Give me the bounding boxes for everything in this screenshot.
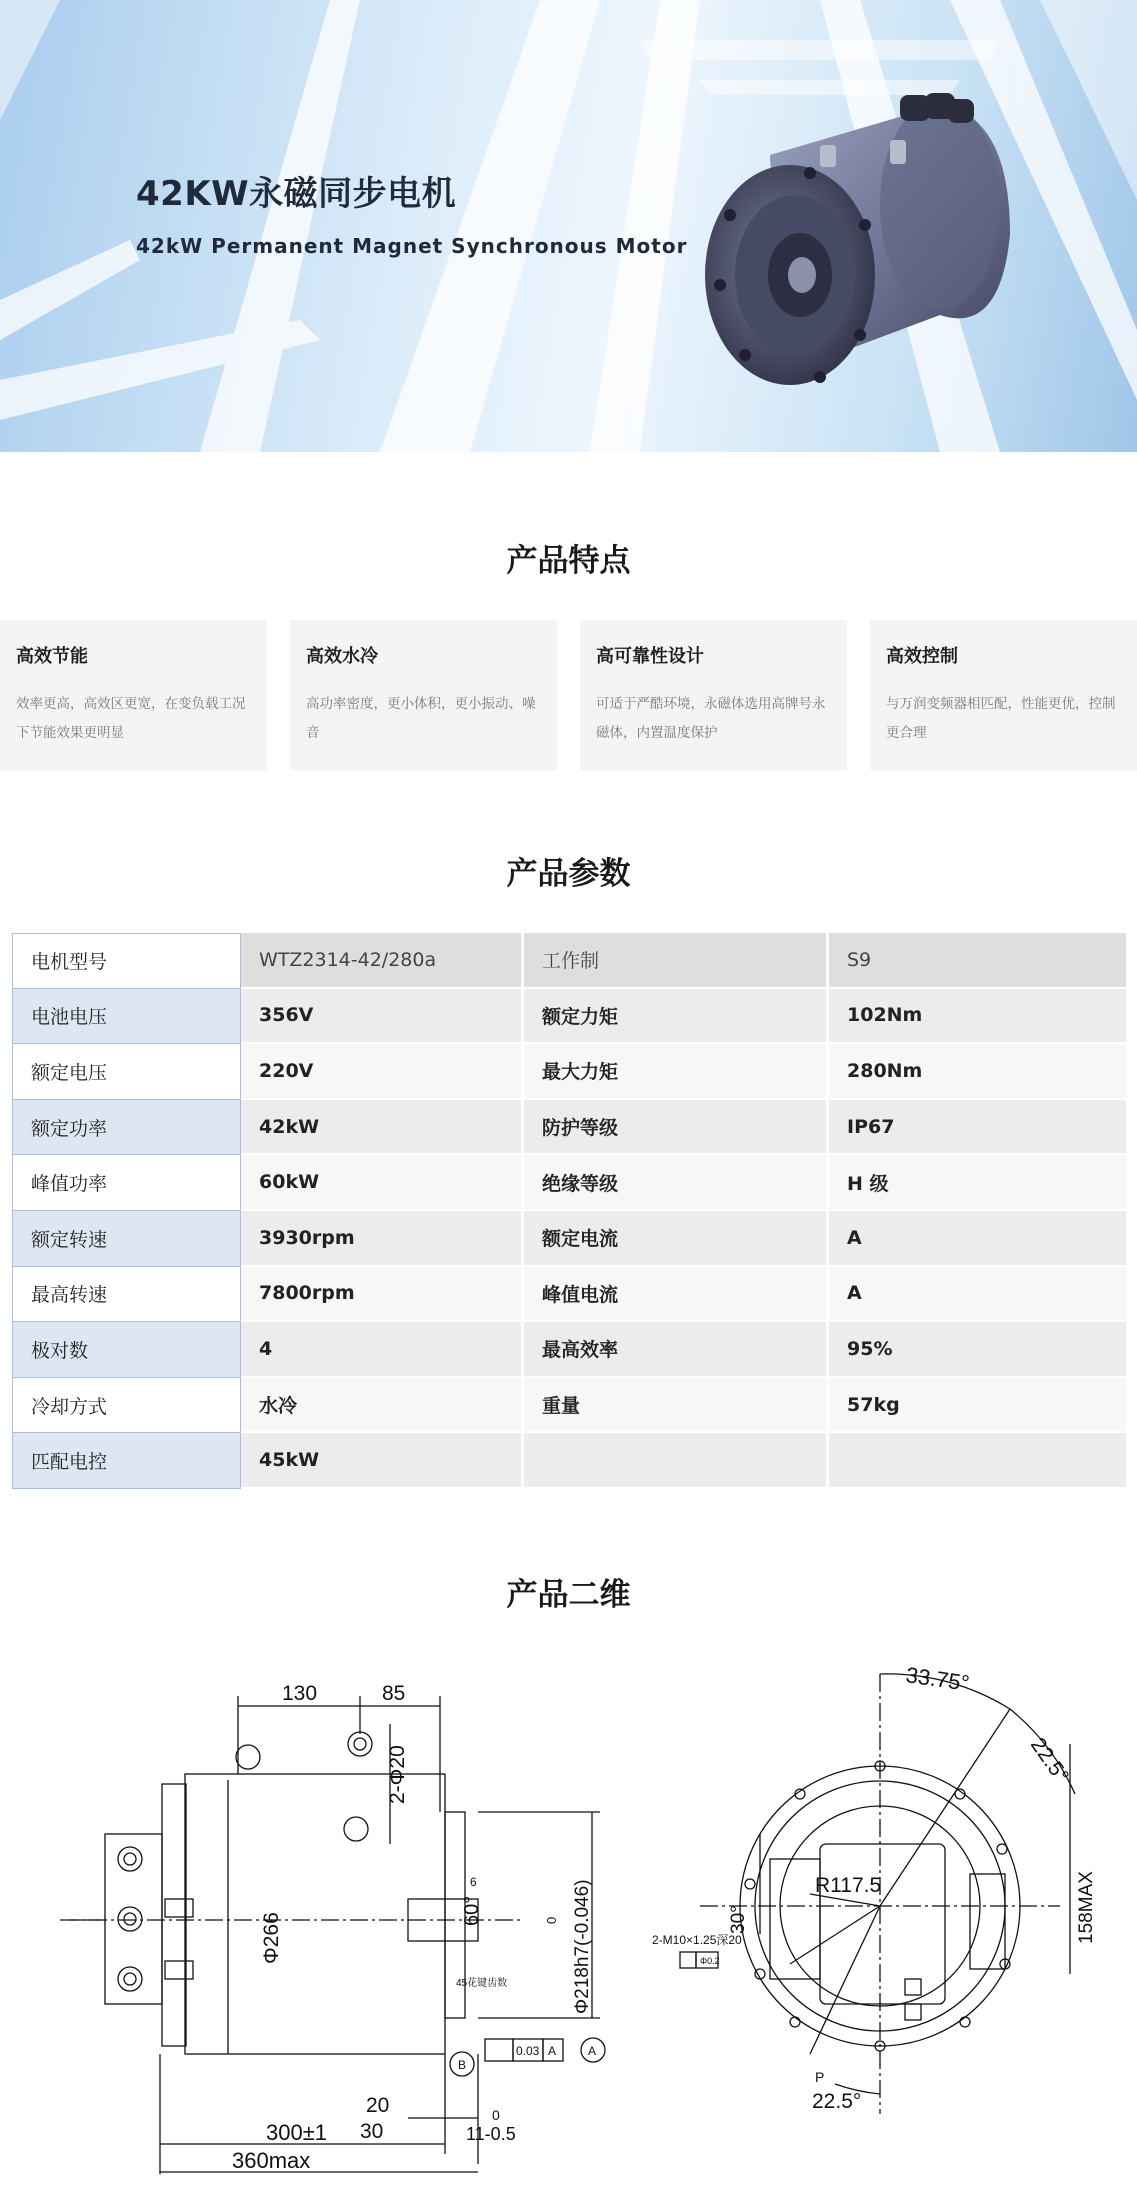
- feature-desc: 与万润变频器相匹配，性能更优，控制更合理: [886, 696, 1116, 741]
- dim-phi218-zero: 0: [544, 1916, 559, 1924]
- feature-card: [0, 620, 267, 770]
- param-value: 102Nm: [829, 989, 1129, 1045]
- dim-130: 130: [282, 1681, 318, 1705]
- features-section-title: 产品特点: [506, 543, 631, 579]
- param-label: 额定转速: [12, 1211, 241, 1267]
- table-row: [12, 1044, 1129, 1100]
- dim-p: P: [815, 2068, 825, 2085]
- dim-85: 85: [382, 1681, 406, 1705]
- feature-title: 高效控制: [886, 646, 958, 667]
- table-row: [12, 1322, 1129, 1378]
- param-label: 额定功率: [12, 1100, 241, 1156]
- banner-title: 42KW永磁同步电机: [136, 174, 457, 214]
- param-label: 最大力矩: [524, 1044, 829, 1100]
- params-section-title: 产品参数: [506, 856, 631, 892]
- param-value: 4: [241, 1322, 524, 1378]
- param-value: 水冷: [241, 1378, 524, 1434]
- dim-2phi20: 2-Φ20: [386, 1745, 409, 1804]
- dim-11-zero: 0: [492, 2106, 500, 2123]
- params-table: [12, 933, 1129, 1489]
- features-list: [0, 620, 1137, 770]
- drawing-section-title: 产品二维: [506, 1576, 631, 1613]
- dim-360max: 360max: [232, 2147, 311, 2173]
- table-row: [12, 989, 1129, 1045]
- param-value: 3930rpm: [241, 1211, 524, 1267]
- table-row: [12, 933, 1129, 989]
- param-value: 280Nm: [829, 1044, 1129, 1100]
- dim-phi0-2: Φ0.2: [700, 1955, 720, 1966]
- table-row: [12, 1211, 1129, 1267]
- dim-r117-5: R117.5: [815, 1873, 882, 1897]
- spline-note: 45花键齿数: [456, 1977, 508, 1989]
- param-label: 电池电压: [12, 989, 241, 1045]
- param-value: 7800rpm: [241, 1267, 524, 1323]
- param-label: 防护等级: [524, 1100, 829, 1156]
- param-label: 冷却方式: [12, 1378, 241, 1434]
- param-value: 356V: [241, 989, 524, 1045]
- param-value: [829, 1433, 1129, 1489]
- dim-20: 20: [366, 2093, 390, 2117]
- param-label: 匹配电控: [12, 1433, 241, 1489]
- table-row: [12, 1433, 1129, 1489]
- technical-drawing: [0, 1634, 1137, 2194]
- dim-158max: 158MAX: [1076, 1871, 1097, 1944]
- param-value: IP67: [829, 1100, 1129, 1156]
- param-label: 极对数: [12, 1322, 241, 1378]
- feature-title: 高效水冷: [306, 646, 378, 667]
- banner-subtitle: 42kW Permanent Magnet Synchronous Motor: [136, 234, 688, 258]
- dim-60deg: 60°: [461, 1895, 483, 1926]
- dim-22-5-top: 22.5°: [1025, 1733, 1074, 1788]
- table-row: [12, 1378, 1129, 1434]
- table-row: [12, 1155, 1129, 1211]
- dim-30: 30: [360, 2119, 384, 2143]
- param-value: WTZ2314-42/280a: [241, 933, 524, 989]
- param-label: 额定力矩: [524, 989, 829, 1045]
- feature-card: [290, 620, 557, 770]
- feature-desc: 可适于严酷环境，永磁体选用高牌号永磁体，内置温度保护: [596, 696, 826, 741]
- param-label: 最高效率: [524, 1322, 829, 1378]
- param-value: 42kW: [241, 1100, 524, 1156]
- param-label: [524, 1433, 829, 1489]
- param-value: 57kg: [829, 1378, 1129, 1434]
- dim-phi266: Φ266: [260, 1912, 283, 1964]
- feature-card: [870, 620, 1137, 770]
- feature-desc: 效率更高，高效区更宽，在变负载工况下节能效果更明显: [16, 696, 246, 741]
- dim-30deg: 30°: [728, 1905, 749, 1934]
- param-label: 额定电压: [12, 1044, 241, 1100]
- table-row: [12, 1267, 1129, 1323]
- tolerance-datum: A: [548, 2043, 557, 2058]
- param-value: 95%: [829, 1322, 1129, 1378]
- param-label: 额定电流: [524, 1211, 829, 1267]
- param-label: 电机型号: [12, 933, 241, 989]
- param-label: 最高转速: [12, 1267, 241, 1323]
- dim-33-75: 33.75°: [904, 1662, 972, 1696]
- param-value: H 级: [829, 1155, 1129, 1211]
- motor-body-outline: [185, 1774, 445, 2054]
- param-value: S9: [829, 933, 1129, 989]
- dim-300: 300±1: [266, 2119, 328, 2145]
- datum-a-label: A: [588, 2043, 597, 2058]
- tolerance-value: 0.03: [516, 2043, 540, 2058]
- dim-m10: 2-M10×1.25深20: [652, 1932, 742, 1947]
- param-value: 220V: [241, 1044, 524, 1100]
- param-value: 60kW: [241, 1155, 524, 1211]
- dim-phi218: Φ218h7(-0.046): [572, 1879, 593, 2014]
- drawing-canvas: [0, 1634, 1137, 2194]
- feature-desc: 高功率密度，更小体积，更小振动、噪音: [306, 696, 536, 741]
- dim-11: 11-0.5: [466, 2123, 516, 2144]
- motor-product-image: [690, 85, 1020, 395]
- param-value: A: [829, 1211, 1129, 1267]
- param-label: 工作制: [524, 933, 829, 989]
- dim-22-5-bottom: 22.5°: [812, 2089, 862, 2113]
- param-label: 峰值功率: [12, 1155, 241, 1211]
- param-label: 峰值电流: [524, 1267, 829, 1323]
- feature-card: [580, 620, 847, 770]
- dim-6: 6: [470, 1874, 477, 1889]
- table-row: [12, 1100, 1129, 1156]
- param-label: 重量: [524, 1378, 829, 1434]
- param-value: 45kW: [241, 1433, 524, 1489]
- param-value: A: [829, 1267, 1129, 1323]
- feature-title: 高可靠性设计: [596, 646, 704, 667]
- param-label: 绝缘等级: [524, 1155, 829, 1211]
- feature-title: 高效节能: [16, 646, 88, 667]
- hero-banner: [0, 0, 1137, 452]
- datum-b-label: B: [458, 2057, 467, 2072]
